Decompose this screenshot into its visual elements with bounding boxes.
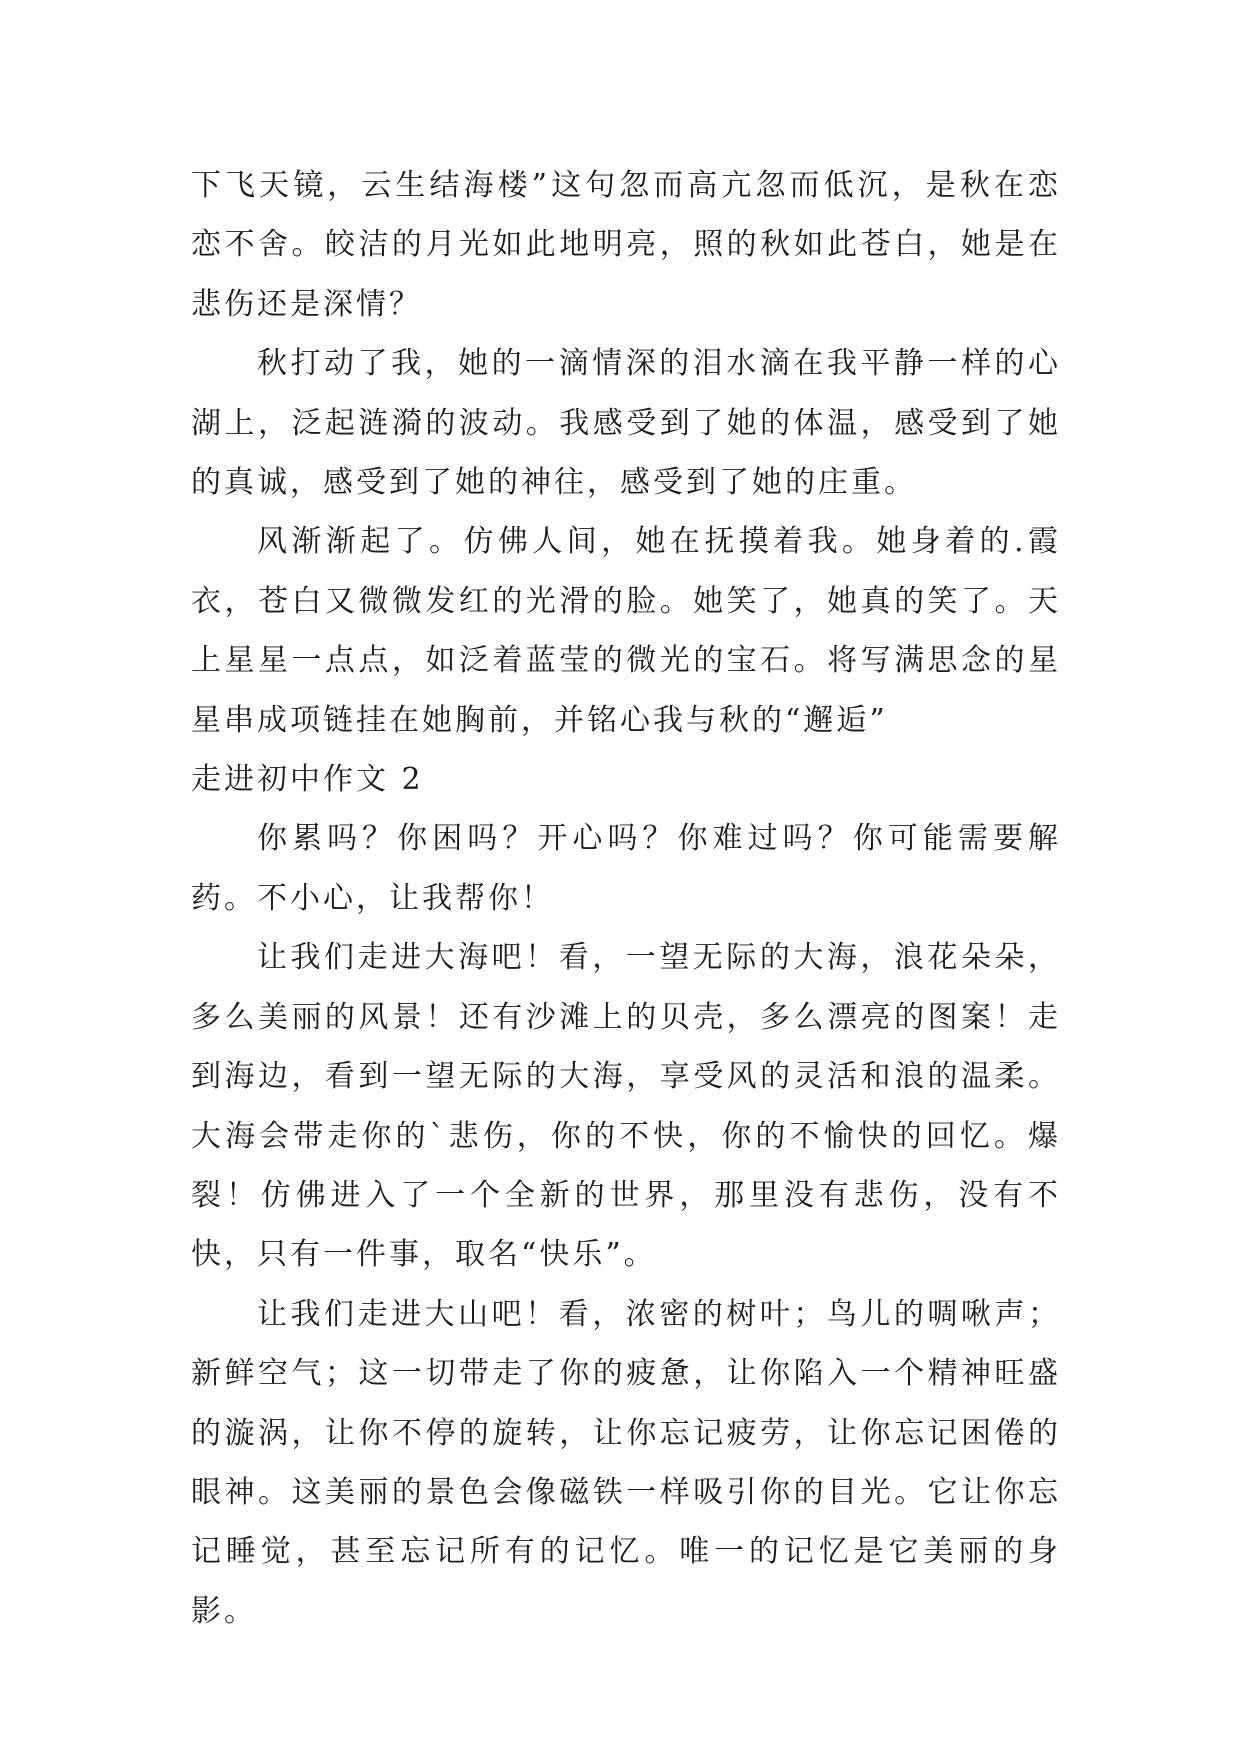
paragraph-6: 让我们走进大山吧！看，浓密的树叶；鸟儿的啁啾声；新鲜空气；这一切带走了你的疲惫，让你陷入一个精神旺盛的漩涡，让你不停的旋转，让你忘记疲劳，让你忘记困倦的眼神。这美丽的景色会像磁铁一样吸引你的目光。它让你忘记睡觉，甚至忘记所有的记忆。唯一的记忆是它美丽的身影。 xyxy=(191,1296,1061,1629)
essay-heading: 走进初中作文 2 xyxy=(191,762,424,798)
document-body xyxy=(191,156,1061,1641)
paragraph-1: 下飞天镜，云生结海楼”这句忽而高亢忽而低沉，是秋在恋恋不舍。皎洁的月光如此地明亮，照的秋如此苍白，她是在悲伤还是深情？ xyxy=(191,168,1061,322)
paragraph-3: 风渐渐起了。仿佛人间，她在抚摸着我。她身着的.霞衣，苍白又微微发红的光滑的脸。她笑了，她真的笑了。天上星星一点点，如泛着蓝莹的微光的宝石。将写满思念的星星串成项链挂在她胸前，并铭心我与秋的“邂逅” xyxy=(191,524,1061,738)
paragraph-5: 让我们走进大海吧！看，一望无际的大海，浪花朵朵，多么美丽的风景！还有沙滩上的贝壳，多么漂亮的图案！走到海边，看到一望无际的大海，享受风的灵活和浪的温柔。大海会带走你的`悲伤，你的不快，你的不愉快的回忆。爆裂！仿佛进入了一个全新的世界，那里没有悲伤，没有不快，只有一件事，取名“快乐”。 xyxy=(191,940,1061,1273)
paragraph-4: 你累吗？你困吗？开心吗？你难过吗？你可能需要解药。不小心，让我帮你！ xyxy=(191,821,1061,916)
paragraph-2: 秋打动了我，她的一滴情深的泪水滴在我平静一样的心湖上，泛起涟漪的波动。我感受到了她的体温，感受到了她的真诚，感受到了她的神往，感受到了她的庄重。 xyxy=(191,346,1061,501)
